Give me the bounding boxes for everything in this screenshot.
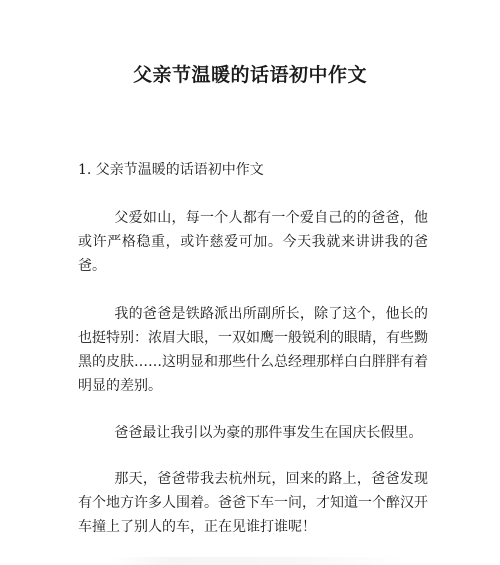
- page-bottom-shade: [110, 557, 410, 565]
- document-title: 父亲节温暖的话语初中作文: [132, 64, 367, 86]
- section-heading: 1. 父亲节温暖的话语初中作文: [78, 162, 264, 178]
- paragraph-3: 爸爸最让我引以为豪的那件事发生在国庆长假里。: [114, 425, 423, 441]
- paragraph-2: 我的爸爸是铁路派出所副所长，除了这个，他长的也挺特别：浓眉大眼，一双如鹰一般锐利的眼睛，有些黝黑的皮肤……这明显和那些什么总经理那样白白胖胖有着明显的差别。: [78, 306, 428, 394]
- paragraph-1: 父爱如山，每一个人都有一个爱自己的的爸爸，他或许严格稳重，或许慈爱可加。今天我就来讲讲我的爸爸。: [78, 210, 428, 274]
- paragraph-4: 那天，爸爸带我去杭州玩，回来的路上，爸爸发现有个地方许多人围着。爸爸下车一问，才知道一个醉汉开车撞上了别人的车，正在见谁打谁呢！: [78, 471, 428, 535]
